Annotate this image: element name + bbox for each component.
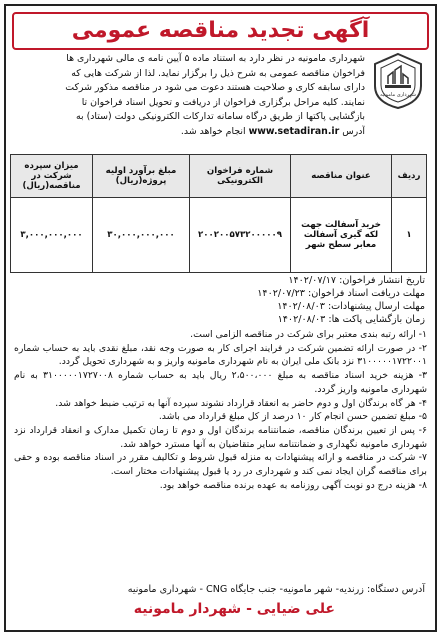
dates-block: [14, 274, 425, 326]
logo-text: شهرداری مامونیه: [380, 92, 416, 98]
document-deadline: مهلت دریافت اسناد فراخوان: ۱۴۰۲/۰۷/۲۳: [257, 288, 425, 299]
col-header-call-number: شماره فراخوان الکترونیکی: [190, 155, 291, 198]
term-item: ۸- هزینه درج دو نوبت آگهی روزنامه به عهده برنده مناقصه خواهد بود.: [159, 479, 427, 491]
intro-line: نمایند. کلیه مراحل برگزاری فراخوان از دریافت و تحویل اسناد فراخوان تا: [81, 96, 365, 108]
term-item: ۷- شرکت در مناقصه و ارائه پیشنهادات به منزله قبول شروط و تکالیف مقرر در اسناد مناقصه بوده و حقی برای مناقصه گران ایجاد نمی کند و شهرداری در رد یا قبول پیشنهادات مختار است.: [14, 452, 427, 478]
term-item: ۵- مبلغ تضمین حسن انجام کار ۱۰ درصد از کل مبلغ قرارداد می باشد.: [158, 411, 427, 423]
cell-row-number: ۱: [392, 198, 427, 273]
table-header-row: [11, 155, 427, 198]
intro-line: دارای سابقه کاری و صلاحیت هستند دعوت می شود در مناقصه مذکور شرکت: [65, 82, 365, 93]
submission-deadline: مهلت ارسال پیشنهادات: ۱۴۰۲/۰۸/۰۳: [277, 301, 425, 312]
opening-date: زمان بازگشایی پاکت ها: ۱۴۰۲/۰۸/۰۳: [277, 314, 425, 325]
tender-table: [10, 154, 427, 273]
term-item: ۳- هزینه خرید اسناد مناقصه به مبلغ ۲،۵۰۰،۰۰۰ ریال باید به حساب شماره ۳۱۰۰۰۰۰۱۷۲۷۰۰۸ به نام شهرداری مامونیه واریز گردد.: [14, 370, 427, 395]
publish-date: تاریخ انتشار فراخوان: ۱۴۰۲/۰۷/۱۷: [288, 275, 425, 286]
intro-address-prefix: آدرس: [342, 125, 365, 137]
term-item: ۱- ارائه رتبه بندی معتبر برای شرکت در مناقصه الزامی است.: [190, 329, 427, 340]
term-item: ۴- هر گاه برندگان اول و دوم حاضر به انعقاد قرارداد نشوند سپرده آنها به ترتیب ضبط خواهد شد.: [55, 397, 427, 409]
intro-line: بازگشایی پاکتها از طریق درگاه سامانه تدارکات الکترونیکی دولت (ستاد) به: [75, 111, 365, 122]
col-header-row-number: ردیف: [392, 155, 427, 198]
term-item: ۶- پس از تعیین برندگان مناقصه، ضمانتنامه برندگان اول و دوم تا زمان تکمیل مدارک و انعقاد قرارداد نزد شهرداری مامونیه نگهداری و ضمانتنامه سایر متقاضیان به آنها مسترد خواهد شد.: [14, 424, 427, 450]
intro-line: شهرداری مامونیه در نظر دارد به استناد ماده ۵ آیین نامه ی مالی شهرداری ها: [66, 53, 365, 64]
intro-line: فراخوان مناقصه عمومی به شرح ذیل را برگزار نماید. لذا از شرکت هایی که: [71, 67, 365, 79]
municipality-logo-icon: [371, 52, 425, 110]
tender-notice: [4, 4, 437, 632]
terms-list: [14, 328, 427, 492]
cell-deposit: ۳,۰۰۰,۰۰۰,۰۰۰: [11, 198, 93, 273]
intro-address-suffix: انجام خواهد شد.: [180, 125, 246, 137]
intro-paragraph: [14, 52, 365, 139]
cell-tender-title: خرید آسفالت جهت لکه گیری آسفالت معابر سطح شهر: [291, 198, 392, 273]
cell-call-number: ۲۰۰۲۰۰۵۷۳۲۰۰۰۰۰۹: [190, 198, 291, 273]
col-header-estimate: مبلغ برآورد اولیه پروژه(ریال): [93, 155, 190, 198]
col-header-deposit: میزان سپرده شرکت در مناقصه(ریال): [11, 155, 93, 198]
notice-title: آگهی تجدید مناقصه عمومی: [12, 12, 429, 50]
col-header-tender-title: عنوان مناقصه: [291, 155, 392, 198]
intro-address-line: [14, 125, 365, 140]
setad-url-link[interactable]: www.setadiran.ir: [248, 125, 340, 137]
table-row: [11, 198, 427, 273]
organization-address: آدرس دستگاه: زرندیه- شهر مامونیه- جنب جایگاه CNG - شهرداری مامونیه: [127, 584, 425, 595]
mayor-signature: علی ضیایی - شهردار مامونیه: [133, 601, 335, 617]
term-item: ۲- در صورت ارائه تضمین شرکت در فرایند اجرای کار به صورت وجه نقد، مبلغ نقدی باید به حساب شماره ۳۱۰۰۰۰۰۱۷۲۲۰۰۱ نزد بانک ملی ایران به نام شهرداری مامونیه واریز و به شهرداری تحویل گردد.: [14, 342, 427, 368]
cell-estimate: ۳۰,۰۰۰,۰۰۰,۰۰۰: [93, 198, 190, 273]
